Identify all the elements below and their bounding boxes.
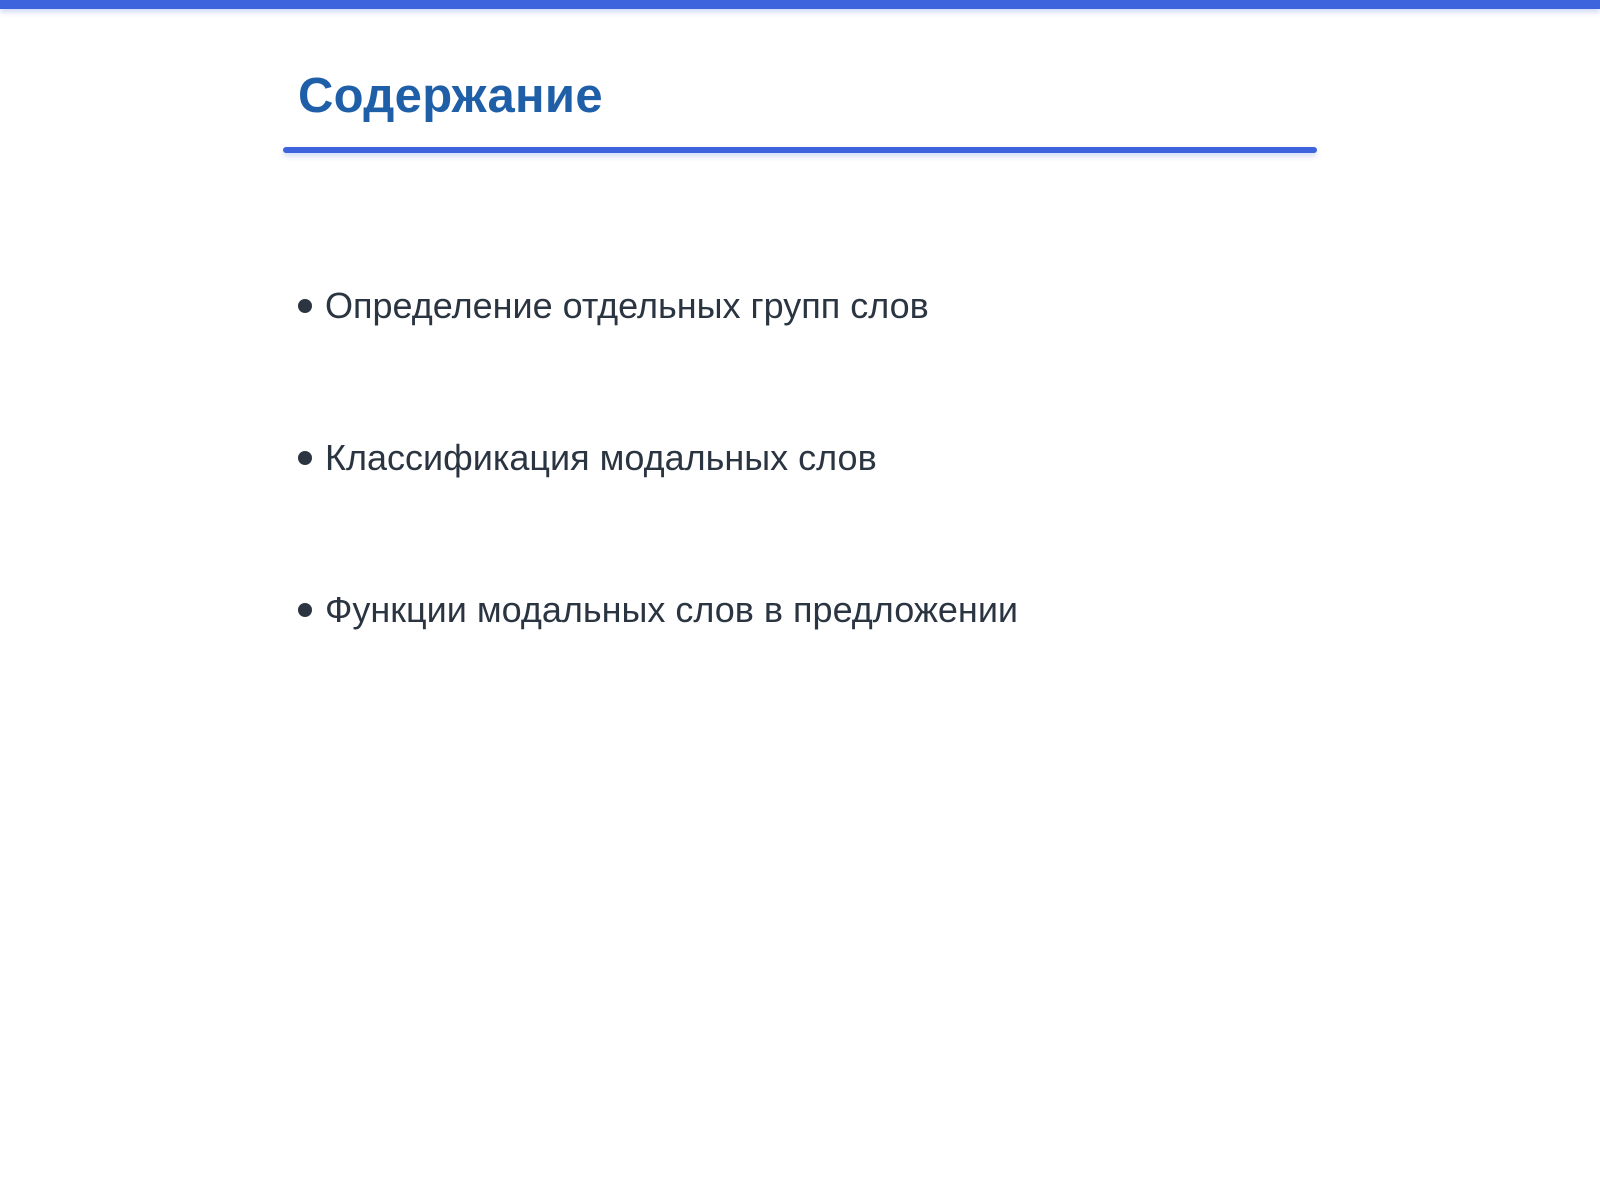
- list-item-text: Функции модальных слов в предложении: [325, 589, 1019, 630]
- bullet-icon: [298, 299, 312, 313]
- list-item-text: Классификация модальных слов: [325, 437, 877, 478]
- list-item-text: Определение отдельных групп слов: [325, 285, 929, 326]
- title-underline: [283, 147, 1317, 153]
- list-item: [298, 580, 1018, 640]
- slide-title: Содержание: [298, 69, 603, 123]
- bullet-icon: [298, 451, 312, 465]
- list-item: [298, 428, 1018, 488]
- contents-list: [298, 276, 1018, 732]
- bullet-icon: [298, 603, 312, 617]
- list-item: [298, 276, 1018, 336]
- top-accent-bar: [0, 0, 1600, 9]
